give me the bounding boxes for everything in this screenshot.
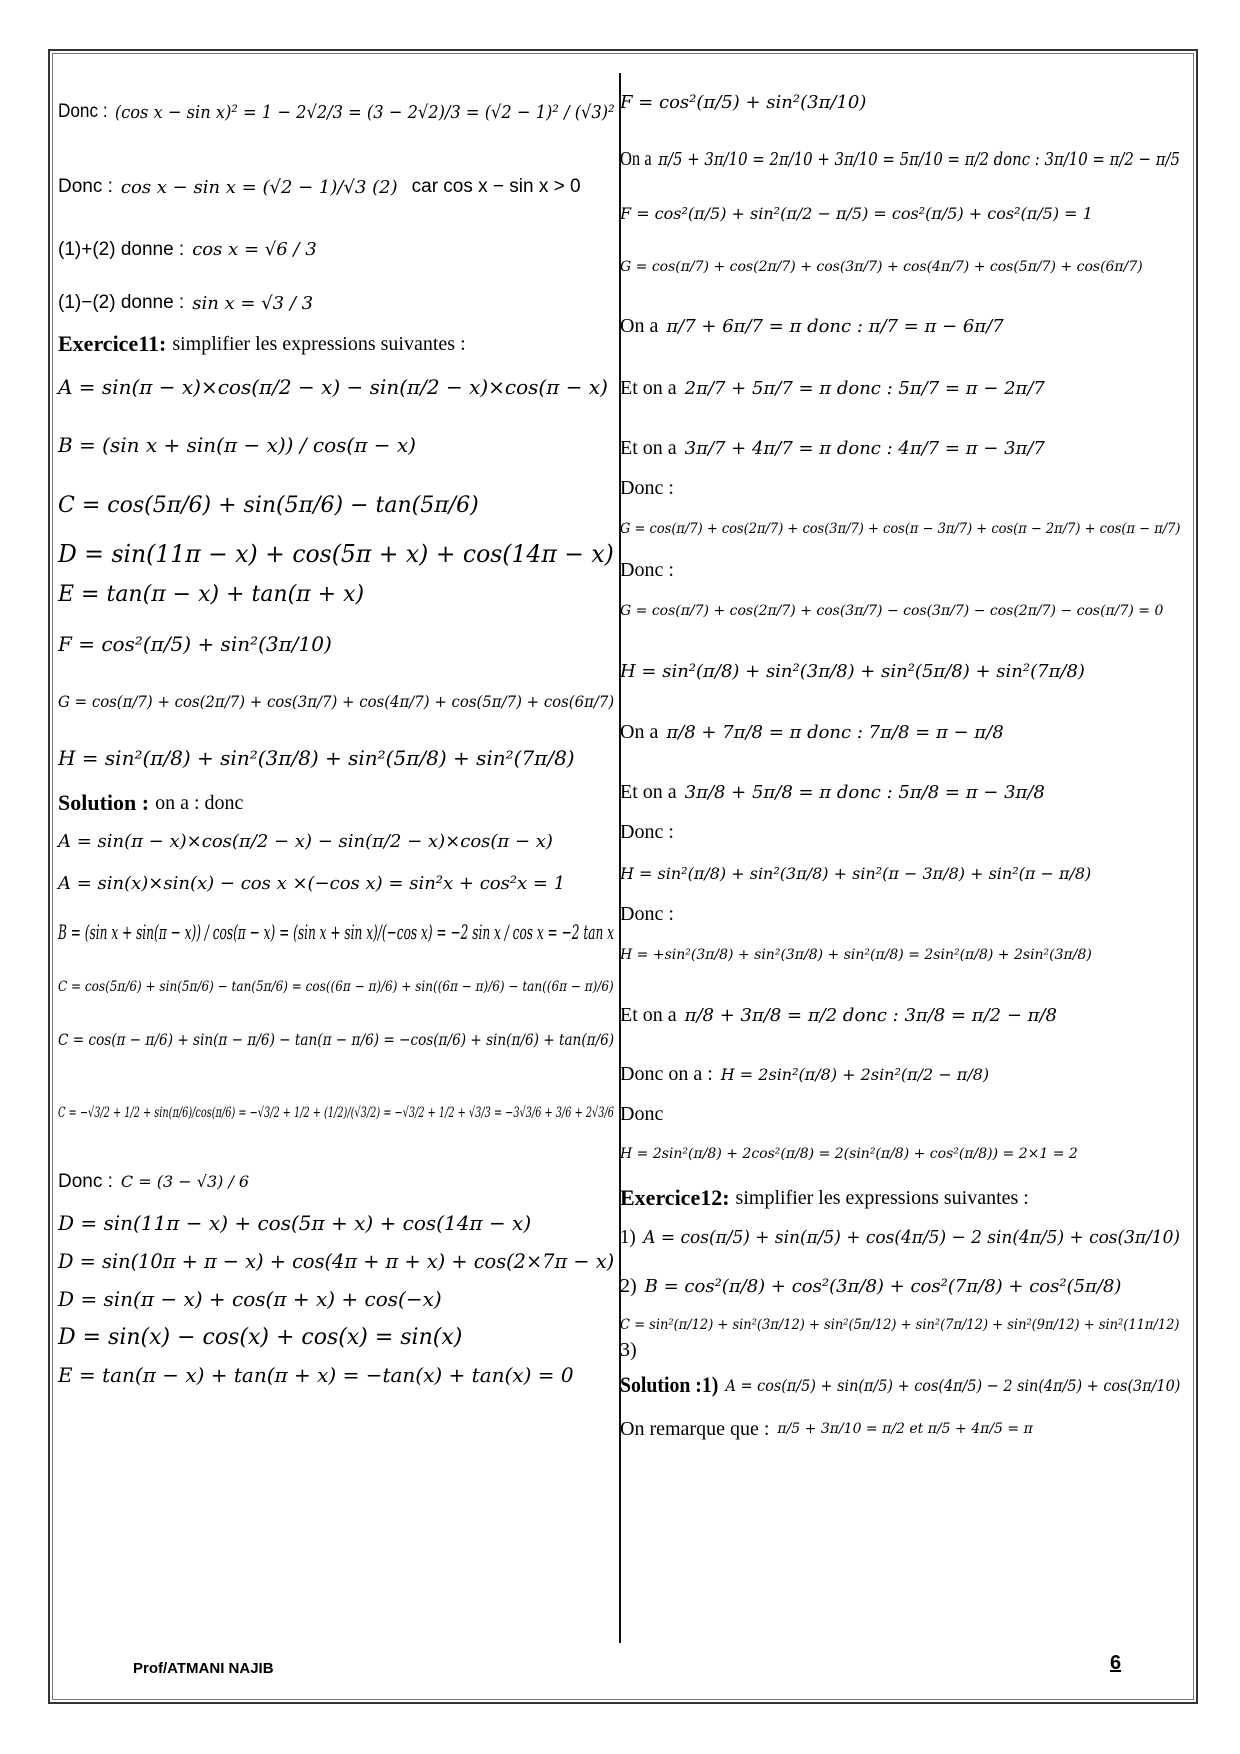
math-expression: A = sin(x)×sin(x) − cos x ×(−cos x) = sin²x + cos²x = 1 <box>58 872 566 894</box>
line-label: Donc <box>620 1102 664 1125</box>
math-expression: π/5 + 3π/10 = π/2 et π/5 + 4π/5 = π <box>777 1421 1033 1437</box>
left-line <box>58 1067 614 1159</box>
right-line <box>620 1045 1180 1103</box>
right-line <box>620 357 1180 419</box>
right-line <box>620 477 1180 499</box>
line-label: Et on a <box>620 780 677 803</box>
line-label: On a <box>620 148 652 170</box>
math-expression: D = sin(10π + π − x) + cos(4π + π + x) + cos(2×7π − x) <box>58 1249 615 1273</box>
math-expression: B = (sin x + sin(π − x)) / cos(π − x) <box>58 433 416 457</box>
line-label: 2) <box>620 1274 637 1297</box>
left-line <box>58 864 614 902</box>
math-expression: A = sin(π − x)×cos(π/2 − x) − sin(π/2 − x)×cos(π − x) <box>58 374 608 399</box>
math-expression: sin x = √3 / 3 <box>192 292 314 314</box>
left-line <box>58 534 614 574</box>
page-number: 6 <box>1110 1652 1122 1674</box>
left-line <box>58 329 614 359</box>
left-line <box>58 414 614 476</box>
math-expression: C = sin²(π/12) + sin²(3π/12) + sin²(5π/12) + sin²(7π/12) + sin²(9π/12) + sin²(11π/12) <box>620 1317 1180 1333</box>
right-line <box>620 1361 1181 1409</box>
math-expression: G = cos(π/7) + cos(2π/7) + cos(3π/7) + cos(π − 3π/7) + cos(π − 2π/7) + cos(π − π/7) <box>620 521 1181 537</box>
math-expression: H = 2sin²(π/8) + 2cos²(π/8) = 2(sin²(π/8) + cos²(π/8)) = 2×1 = 2 <box>620 1146 1078 1162</box>
math-expression: 3π/8 + 5π/8 = π donc : 5π/8 = π − 3π/8 <box>684 781 1045 803</box>
math-expression: C = cos(5π/6) + sin(5π/6) − tan(5π/6) <box>58 492 479 518</box>
right-line <box>620 295 1180 357</box>
right-line <box>620 72 1180 132</box>
right-line <box>620 581 1180 641</box>
left-line <box>58 787 614 819</box>
right-line <box>620 559 1180 581</box>
right-line <box>620 1339 1180 1361</box>
math-expression: B = cos²(π/8) + cos²(3π/8) + cos²(7π/8) + cos²(5π/8) <box>644 1275 1122 1297</box>
math-expression: C = −√3/2 + 1/2 + sin(π/6)/cos(π/6) = −√3/2 + 1/2 + (1/2)/(√3/2) = −√3/2 + 1/2 + √3/3 = −3√3/6 + 3/6 + 2√3/6 <box>58 1105 614 1121</box>
math-expression: E = tan(π − x) + tan(π + x) = −tan(x) + tan(x) = 0 <box>58 1363 574 1387</box>
right-line <box>620 1125 1180 1183</box>
line-label: Donc on a : <box>620 1062 713 1085</box>
math-expression: F = cos²(π/5) + sin²(π/2 − π/5) = cos²(π/5) + cos²(π/5) = 1 <box>620 203 1093 223</box>
right-line <box>620 1311 1180 1339</box>
math-expression: π/8 + 7π/8 = π donc : 7π/8 = π − π/8 <box>666 721 1004 743</box>
right-line <box>620 1183 1180 1213</box>
left-line <box>58 1318 614 1356</box>
left-line <box>58 72 615 152</box>
left-line <box>58 614 614 674</box>
exercise-heading: Exercice11: <box>58 331 167 356</box>
right-line <box>620 419 1180 477</box>
left-line <box>58 1356 614 1394</box>
right-line <box>620 499 1181 559</box>
right-line <box>620 763 1180 821</box>
line-label: Donc : <box>620 476 674 499</box>
left-line <box>58 1012 615 1067</box>
math-expression: (cos x − sin x)² = 1 − 2√2/3 = (3 − 2√2)/3 = (√2 − 1)² / (√3)² <box>114 101 615 123</box>
math-expression: B = (sin x + sin(π − x)) / cos(π − x) = (sin x + sin x)/(−cos x) = −2 sin x / cos x = −2 tan x <box>58 920 614 944</box>
line-label: Et on a <box>620 376 677 399</box>
left-line <box>58 359 614 414</box>
left-line <box>58 902 614 962</box>
math-expression: H = sin²(π/8) + sin²(3π/8) + sin²(5π/8) + sin²(7π/8) <box>620 660 1085 682</box>
math-expression: G = cos(π/7) + cos(2π/7) + cos(3π/7) + cos(4π/7) + cos(5π/7) + cos(6π/7) <box>620 259 1143 275</box>
math-expression: C = cos(π − π/6) + sin(π − π/6) − tan(π − π/6) = −cos(π/6) + sin(π/6) + tan(π/6) <box>58 1030 615 1049</box>
right-column <box>620 72 1180 1449</box>
left-line <box>58 1159 614 1204</box>
left-line <box>58 729 614 787</box>
right-line <box>620 985 1180 1045</box>
math-expression: H = sin²(π/8) + sin²(3π/8) + sin²(5π/8) + sin²(7π/8) <box>58 746 575 770</box>
line-label: Donc : <box>620 902 674 925</box>
math-expression: F = cos²(π/5) + sin²(3π/10) <box>58 632 332 656</box>
math-expression: H = 2sin²(π/8) + 2sin²(π/2 − π/8) <box>720 1064 990 1084</box>
math-expression: π/8 + 3π/8 = π/2 donc : 3π/8 = π/2 − π/8 <box>684 1004 1058 1026</box>
math-expression: cos x = √6 / 3 <box>192 239 317 260</box>
math-expression: A = sin(π − x)×cos(π/2 − x) − sin(π/2 − x)×cos(π − x) <box>58 831 553 852</box>
math-expression: F = cos²(π/5) + sin²(3π/10) <box>620 91 867 113</box>
exercise-heading: Exercice12: <box>620 1185 730 1210</box>
line-label: On a <box>620 720 659 743</box>
right-line <box>620 821 1180 843</box>
line-label: Et on a <box>620 436 677 459</box>
math-expression: C = cos(5π/6) + sin(5π/6) − tan(5π/6) = cos((6π − π)/6) + sin((6π − π)/6) − tan((6π − π)/6) <box>58 979 614 995</box>
math-expression: G = cos(π/7) + cos(2π/7) + cos(3π/7) − cos(3π/7) − cos(2π/7) − cos(π/7) = 0 <box>620 603 1164 619</box>
math-expression: A = cos(π/5) + sin(π/5) + cos(4π/5) − 2 sin(4π/5) + cos(3π/10) <box>643 1226 1181 1248</box>
left-line <box>58 674 615 729</box>
line-label: Et on a <box>620 1003 677 1026</box>
line-label: On a <box>620 314 659 337</box>
right-line <box>620 1103 1180 1125</box>
right-line <box>620 701 1180 763</box>
left-line <box>58 222 614 277</box>
exercise-instruction: on a : donc <box>155 791 244 814</box>
right-line <box>620 1409 1180 1449</box>
math-expression: π/7 + 6π/7 = π donc : π/7 = π − 6π/7 <box>666 315 1004 337</box>
right-line <box>620 641 1180 701</box>
left-line <box>58 819 614 864</box>
line-label: (1)+(2) donne : <box>58 238 185 260</box>
line-label: (1)−(2) donne : <box>58 292 185 313</box>
math-expression: G = cos(π/7) + cos(2π/7) + cos(3π/7) + cos(4π/7) + cos(5π/7) + cos(6π/7) <box>58 692 615 711</box>
line-label: Donc : <box>58 1170 113 1192</box>
math-expression: A = cos(π/5) + sin(π/5) + cos(4π/5) − 2 sin(4π/5) + cos(3π/10) <box>725 1375 1181 1395</box>
math-expression: D = sin(11π − x) + cos(5π + x) + cos(14π − x) <box>58 1211 532 1235</box>
line-label: 3) <box>620 1338 637 1361</box>
line-label: On remarque que : <box>620 1417 770 1440</box>
line-label: Donc : <box>58 176 113 197</box>
exercise-heading: Solution :1) <box>620 1372 719 1397</box>
line-suffix: car cos x − sin x > 0 <box>411 176 581 197</box>
right-line <box>620 1261 1180 1311</box>
math-expression: E = tan(π − x) + tan(π + x) <box>58 581 365 607</box>
line-label: Donc : <box>620 558 674 581</box>
left-line <box>58 1242 615 1280</box>
math-expression: 3π/7 + 4π/7 = π donc : 4π/7 = π − 3π/7 <box>684 437 1045 459</box>
right-line <box>620 187 1180 239</box>
math-expression: H = +sin²(3π/8) + sin²(3π/8) + sin²(π/8) = 2sin²(π/8) + 2sin²(3π/8) <box>620 947 1092 963</box>
exercise-instruction: simplifier les expressions suivantes : <box>172 332 466 355</box>
math-expression: D = sin(11π − x) + cos(5π + x) + cos(14π − x) <box>58 540 614 568</box>
left-line <box>58 1280 614 1318</box>
math-expression: C = (3 − √3) / 6 <box>120 1172 250 1191</box>
math-expression: D = sin(x) − cos(x) + cos(x) = sin(x) <box>58 1324 463 1350</box>
footer-author: Prof/ATMANI NAJIB <box>133 1660 274 1677</box>
line-label: 1) <box>620 1225 636 1248</box>
line-label: Donc : <box>620 820 674 843</box>
math-expression: π/5 + 3π/10 = 2π/10 + 3π/10 = 5π/10 = π/2 donc : 3π/10 = π/2 − π/5 <box>658 149 1180 170</box>
left-line <box>58 277 614 329</box>
math-expression: D = sin(π − x) + cos(π + x) + cos(−x) <box>58 1287 442 1311</box>
left-line <box>58 1204 614 1242</box>
right-line <box>620 925 1180 985</box>
exercise-instruction: simplifier les expressions suivantes : <box>735 1186 1029 1209</box>
math-expression: cos x − sin x = (√2 − 1)/√3 (2) <box>120 176 398 198</box>
left-line <box>58 152 614 222</box>
left-line <box>58 962 614 1012</box>
line-label: Donc : <box>58 101 108 122</box>
left-line <box>58 476 614 534</box>
left-column <box>58 72 614 1394</box>
left-line <box>58 574 614 614</box>
math-expression: 2π/7 + 5π/7 = π donc : 5π/7 = π − 2π/7 <box>684 377 1045 399</box>
right-line <box>620 132 1180 187</box>
math-expression: H = sin²(π/8) + sin²(3π/8) + sin²(π − 3π/8) + sin²(π − π/8) <box>620 863 1092 883</box>
right-line <box>620 239 1180 295</box>
right-line <box>620 903 1180 925</box>
right-line <box>620 843 1180 903</box>
right-line <box>620 1213 1181 1261</box>
exercise-heading: Solution : <box>58 790 150 815</box>
